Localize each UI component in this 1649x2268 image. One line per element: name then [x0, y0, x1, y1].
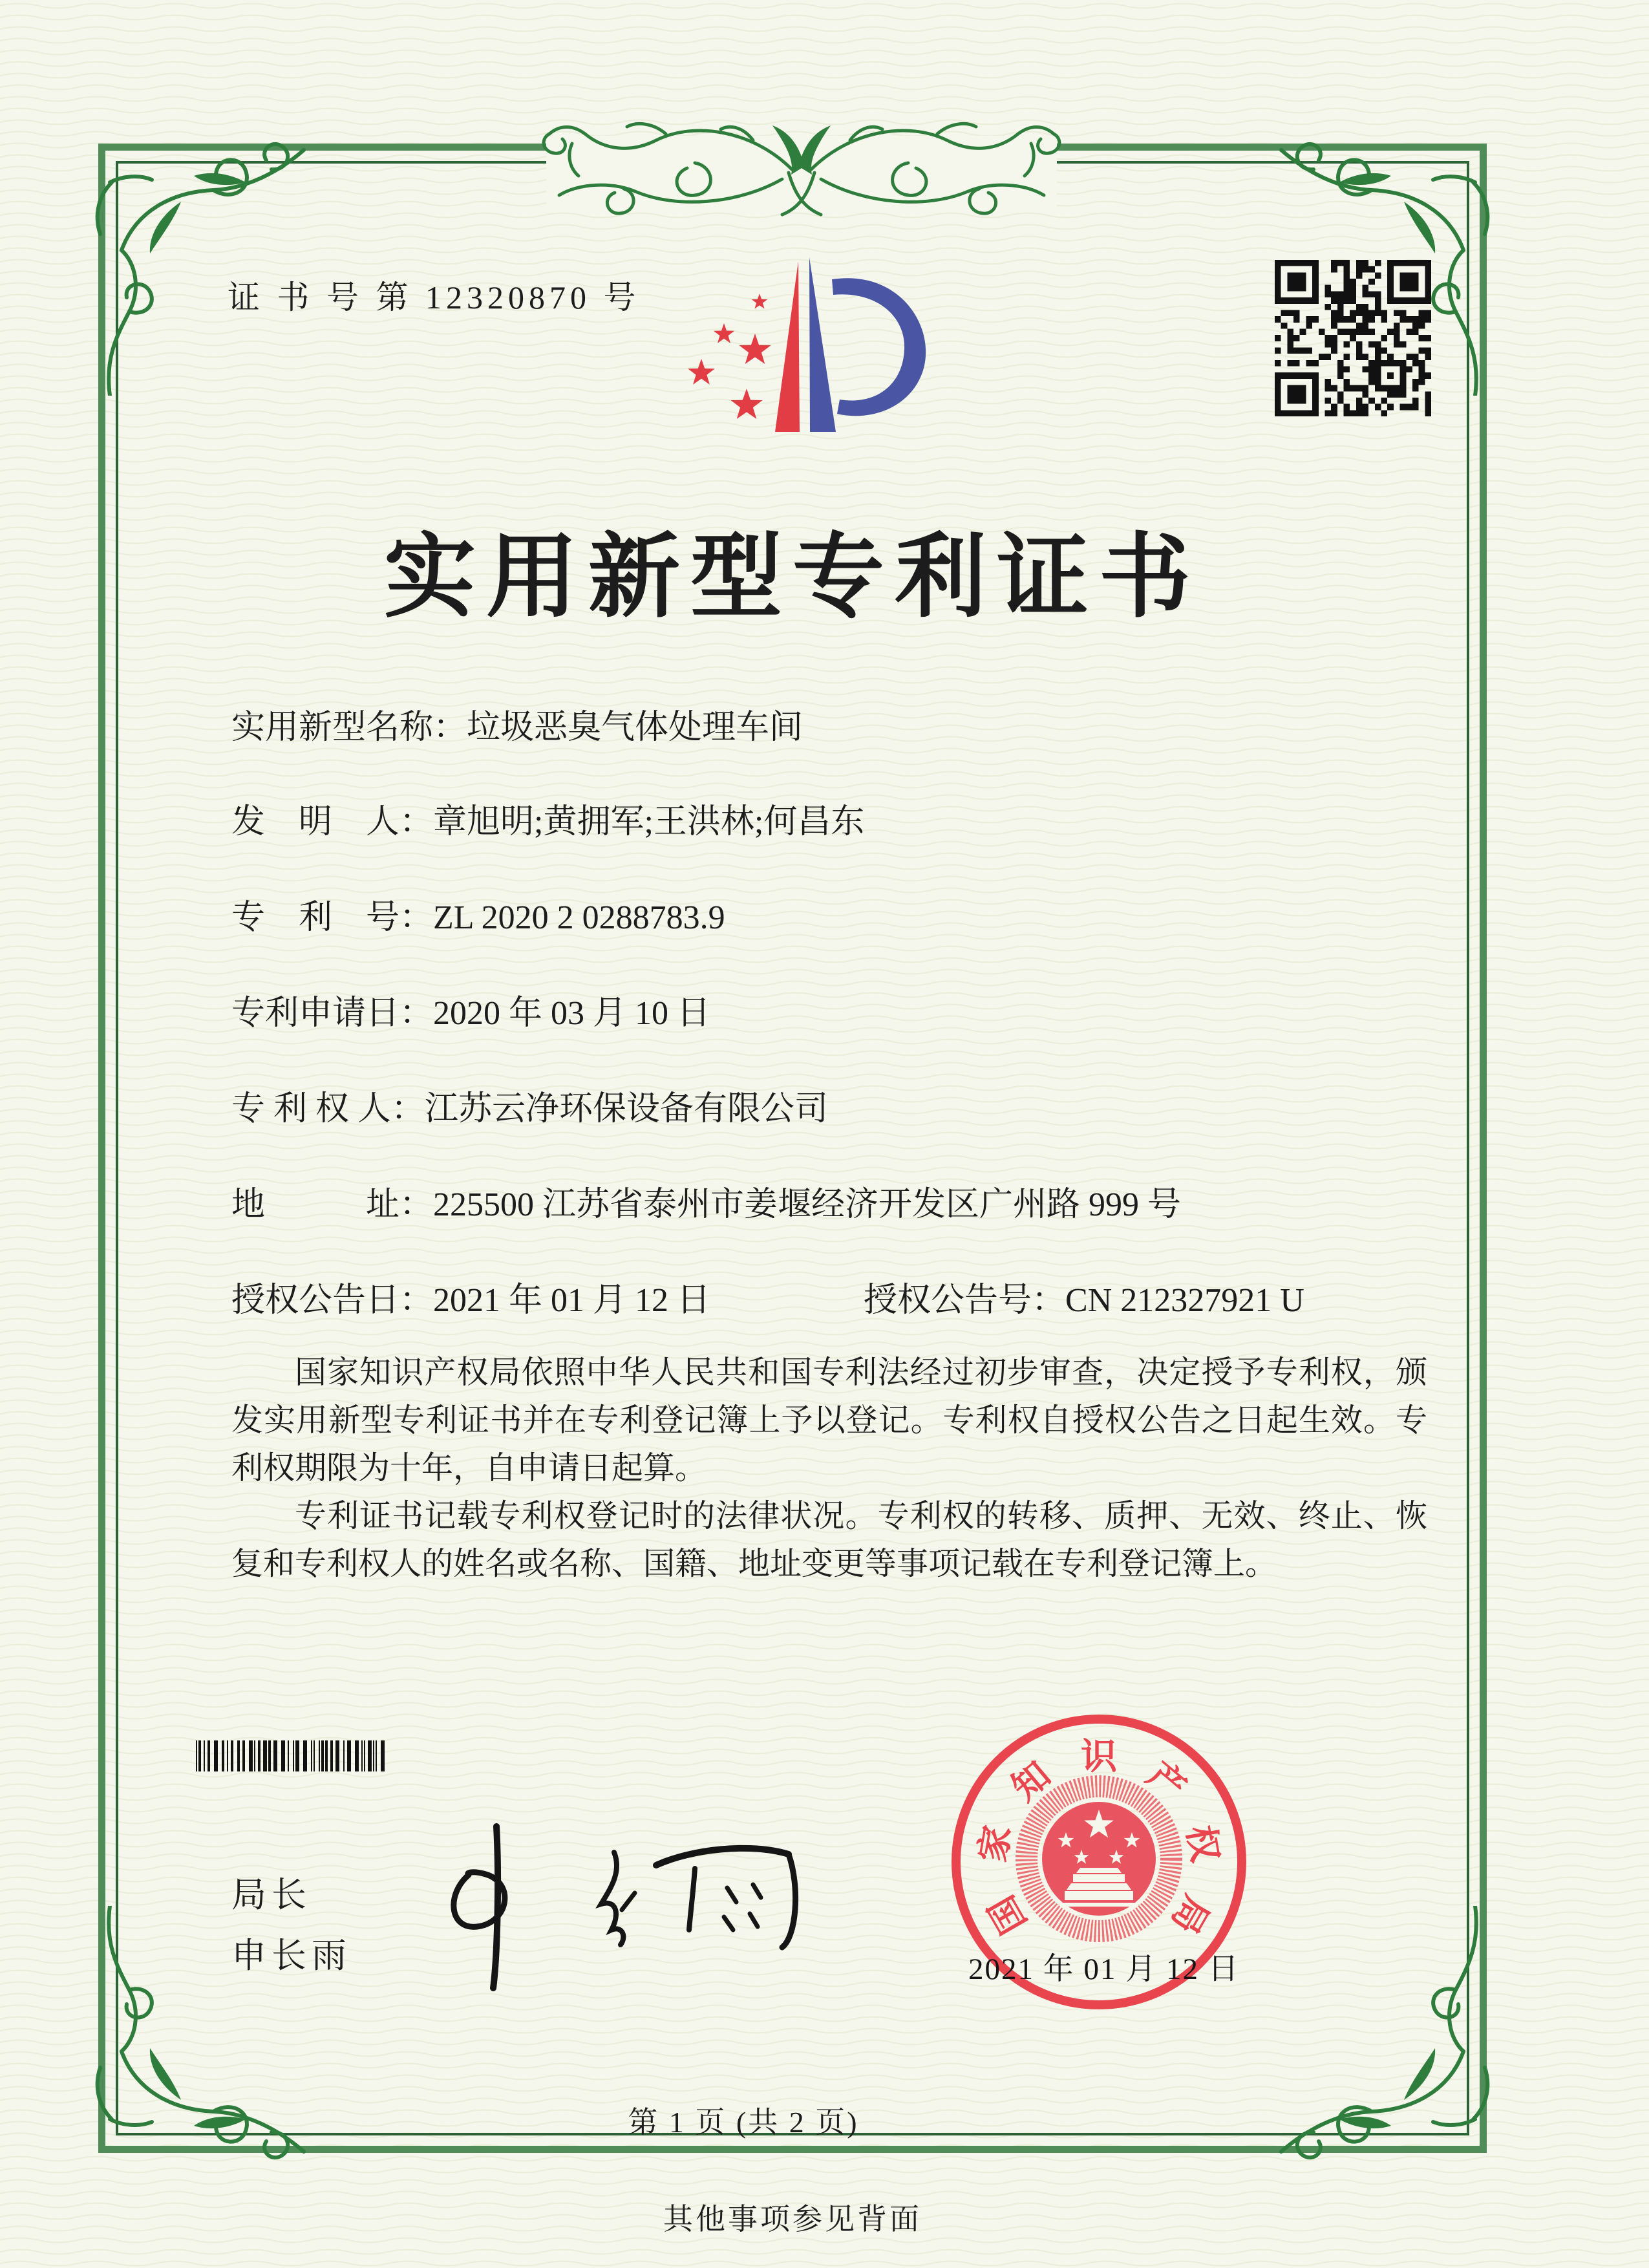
seal-char: 权	[1179, 1822, 1225, 1865]
grant-number-label: 授权公告号：	[864, 1282, 1066, 1319]
field-row-patent-number	[231, 890, 725, 938]
field-label: 地 址：	[231, 1186, 434, 1223]
top-dragons-ornament	[485, 105, 1118, 234]
field-row-inventors	[231, 794, 864, 842]
field-row-address	[231, 1177, 1181, 1225]
seal-char: 国	[981, 1888, 1035, 1940]
field-value: 2020 年 03 月 10 日	[433, 995, 711, 1032]
corner-flourish-bottom-right	[1262, 1906, 1495, 2165]
seal-date: 2021 年 01 月 12 日	[968, 1952, 1240, 1986]
grant-date-value: 2021 年 01 月 12 日	[433, 1282, 711, 1319]
field-row-utility-model-name	[231, 700, 803, 748]
seal-char: 产	[1139, 1755, 1193, 1809]
cnipa-logo-icon	[682, 246, 941, 440]
page-number: 第 1 页 (共 2 页)	[628, 2106, 859, 2139]
grant-number-value: CN 212327921 U	[1065, 1282, 1304, 1319]
certificate-number: 证 书 号 第 12320870 号	[228, 279, 641, 316]
field-row-patentee	[231, 1081, 828, 1129]
grant-number-group	[864, 1272, 1304, 1321]
field-value: 章旭明;黄拥军;王洪林;何昌东	[433, 804, 865, 840]
back-side-note: 其他事项参见背面	[663, 2203, 922, 2236]
field-label: 专 利 号：	[231, 899, 434, 936]
director-signature-graphic	[401, 1797, 827, 2011]
seal-char: 知	[1005, 1755, 1059, 1809]
field-value: 225500 江苏省泰州市姜堰经济开发区广州路 999 号	[433, 1186, 1182, 1223]
legal-paragraph-1: 国家知识产权局依照中华人民共和国专利法经过初步审查，决定授予专利权，颁发实用新型专利证书并在专利登记簿上予以登记。专利权自授权公告之日起生效。专利权期限为十年，自申请日起算。	[231, 1354, 1427, 1486]
seal-char: 局	[1163, 1888, 1217, 1940]
field-value: 垃圾恶臭气体处理车间	[467, 709, 803, 746]
barcode-icon	[196, 1740, 385, 1771]
seal-char: 识	[1081, 1737, 1117, 1777]
field-value: ZL 2020 2 0288783.9	[433, 899, 725, 936]
field-value: 江苏云净环保设备有限公司	[425, 1091, 829, 1128]
director-title: 局长	[231, 1876, 312, 1914]
legal-paragraph-2: 专利证书记载专利权登记时的法律状况。专利权的转移、质押、无效、终止、恢复和专利权人的姓名或名称、国籍、地址变更等事项记载在专利登记簿上。	[231, 1498, 1427, 1581]
field-label: 专 利 权 人：	[231, 1091, 425, 1128]
corner-flourish-top-left	[90, 137, 323, 396]
field-row-grant	[231, 1272, 1304, 1321]
field-label: 专利申请日：	[231, 995, 434, 1032]
qr-code-icon	[1275, 260, 1431, 416]
legal-text	[231, 1349, 1427, 1588]
field-label: 实用新型名称：	[231, 709, 467, 746]
document-title: 实用新型专利证书	[384, 526, 1201, 628]
field-label: 发 明 人：	[231, 804, 434, 840]
seal-char: 家	[973, 1822, 1019, 1865]
grant-date-label: 授权公告日：	[231, 1282, 434, 1319]
field-row-filing-date	[231, 985, 710, 1034]
director-name: 申长雨	[231, 1936, 352, 1975]
